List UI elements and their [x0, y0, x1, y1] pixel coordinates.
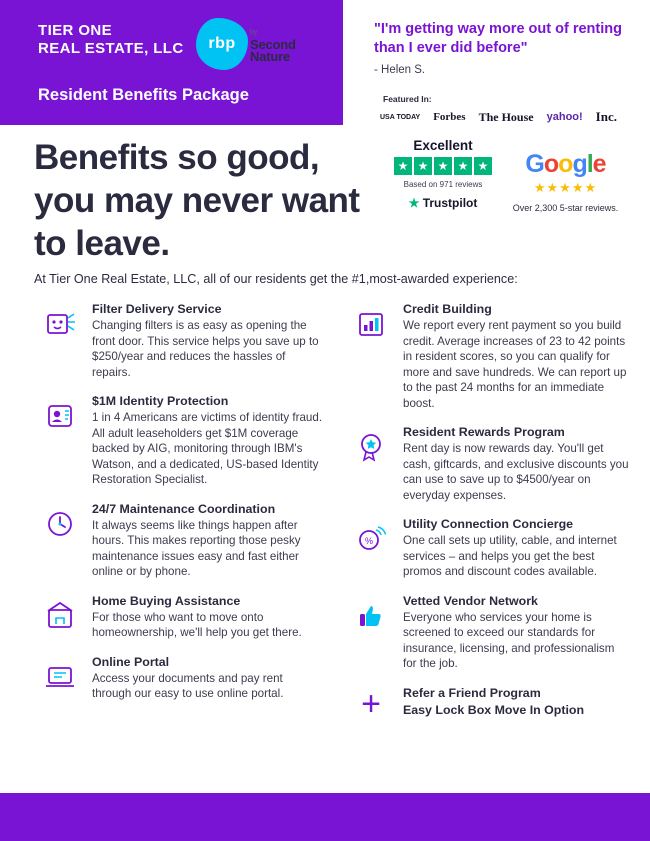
vetted-vendor-icon	[351, 596, 391, 636]
refer-subtitle: Easy Lock Box Move In Option	[403, 702, 585, 717]
identity-protection-icon	[40, 396, 80, 436]
benefit-title: Online Portal	[92, 654, 170, 669]
logo-the-house: The House	[478, 109, 534, 124]
utility-concierge-icon	[351, 519, 391, 559]
benefit-body: Changing filters is as easy as opening the front door. This service helps you save up to $250/year and reduces the hassles of repairs.	[92, 319, 319, 379]
benefit-body: Rent day is now rewards day. You'll get cash, giftcards, and exclusive discounts you can use to save up to $4500/year on everyday expenses.	[403, 442, 629, 502]
svg-text:%: %	[364, 536, 374, 546]
trustpilot-rating	[383, 138, 503, 210]
trustpilot-stars	[383, 157, 503, 175]
benefit-item	[345, 594, 630, 672]
star-icon: ★	[454, 157, 472, 175]
star-icon: ★	[394, 157, 412, 175]
logo-usa-today: USA TODAY	[380, 113, 421, 121]
google-stars: ★★★★★	[533, 180, 598, 195]
footer-band	[0, 793, 650, 841]
benefit-title: Home Buying Assistance	[92, 593, 241, 608]
benefit-body: It always seems like things happen after hours. This makes reporting those pesky maintenance issues easy and fast either online or by phone.	[92, 518, 301, 578]
logo-forbes: Forbes	[433, 111, 466, 123]
company-name-line2: REAL ESTATE, LLC	[38, 40, 184, 57]
trustpilot-brand-label: Trustpilot	[422, 196, 478, 210]
benefit-body: For those who want to move onto homeownership, we'll help you get there.	[92, 610, 302, 639]
trustpilot-star-icon: ★	[408, 196, 420, 210]
benefit-item	[345, 425, 630, 503]
intro-text: At Tier One Real Estate, LLC, all of our residents get the #1,most-awarded experience:	[34, 272, 518, 286]
benefit-item	[34, 594, 324, 641]
logo-yahoo: yahoo!	[546, 111, 583, 123]
benefit-item	[345, 302, 630, 411]
filter-delivery-icon	[40, 304, 80, 344]
page-title: Resident Benefits Package	[38, 86, 249, 104]
benefit-item	[345, 517, 630, 580]
benefits-column-right	[345, 302, 630, 731]
benefit-title: Vetted Vendor Network	[403, 593, 538, 608]
logo-inc: Inc.	[595, 109, 617, 124]
company-name	[38, 22, 184, 58]
company-name-line1: TIER ONE	[38, 22, 113, 39]
rewards-badge-icon	[351, 427, 391, 467]
credit-building-icon	[351, 304, 391, 344]
plus-icon: +	[361, 684, 381, 723]
benefit-title: Utility Connection Concierge	[403, 517, 574, 531]
benefit-title: Resident Rewards Program	[403, 425, 565, 439]
benefit-body: 1 in 4 Americans are victims of identity fraud. All adult leaseholders get $1M coverage backed by AIG, monitoring through IBM's Watson, and a dedicated, US-based Identity Restoration Specialist.	[92, 411, 323, 486]
google-logo: Google	[525, 150, 606, 178]
benefit-title: Filter Delivery Service	[92, 302, 222, 316]
benefit-item	[34, 394, 324, 488]
featured-in-logos	[380, 106, 630, 128]
benefit-title: $1M Identity Protection	[92, 394, 229, 408]
benefits-column-left	[34, 302, 324, 716]
benefit-item	[34, 502, 324, 580]
star-icon: ★	[474, 157, 492, 175]
trustpilot-brand	[383, 196, 503, 210]
second-nature-name1: Second	[250, 37, 296, 52]
benefit-title: 24/7 Maintenance Coordination	[92, 501, 276, 516]
second-nature-logo	[250, 27, 296, 63]
second-nature-by: by	[250, 29, 258, 36]
testimonial-author: - Helen S.	[374, 64, 426, 76]
trustpilot-review-count: Based on 971 reviews	[403, 180, 483, 189]
google-review-count: Over 2,300 5-star reviews.	[512, 203, 619, 213]
testimonial-quote: "I'm getting way more out of renting than I ever did before"	[374, 21, 622, 56]
refer-a-friend-item	[345, 684, 630, 723]
benefit-body: Everyone who services your home is screened to exceed our standards for insurance, licensing, and professionalism for the job.	[403, 610, 615, 670]
featured-in-label: Featured In:	[383, 94, 432, 104]
benefit-title: Credit Building	[403, 302, 492, 316]
benefit-body: Access your documents and pay rent through our easy to use online portal.	[92, 671, 284, 700]
benefit-body: We report every rent payment so you build credit. Average increases of 23 to 42 points in resident scores, so you can qualify for more and save hundreds. We can report up to the past 24 months for an immediate boost.	[403, 319, 627, 410]
star-icon: ★	[414, 157, 432, 175]
benefit-item	[34, 302, 324, 380]
second-nature-name2: Nature	[250, 49, 290, 64]
google-rating	[498, 150, 633, 213]
rbp-logo-icon	[196, 18, 248, 70]
online-portal-icon	[40, 657, 80, 697]
home-buying-icon	[40, 596, 80, 636]
rbp-logo-text: rbp	[208, 35, 236, 52]
trustpilot-title: Excellent	[413, 138, 473, 153]
benefit-body: One call sets up utility, cable, and internet services – and helps you get the best promos and discount codes available.	[403, 534, 617, 578]
maintenance-clock-icon	[40, 504, 80, 544]
refer-title: Refer a Friend Program	[403, 685, 541, 700]
benefit-item	[34, 655, 324, 702]
star-icon: ★	[434, 157, 452, 175]
headline: Benefits so good, you may never want to leave.	[34, 138, 360, 263]
